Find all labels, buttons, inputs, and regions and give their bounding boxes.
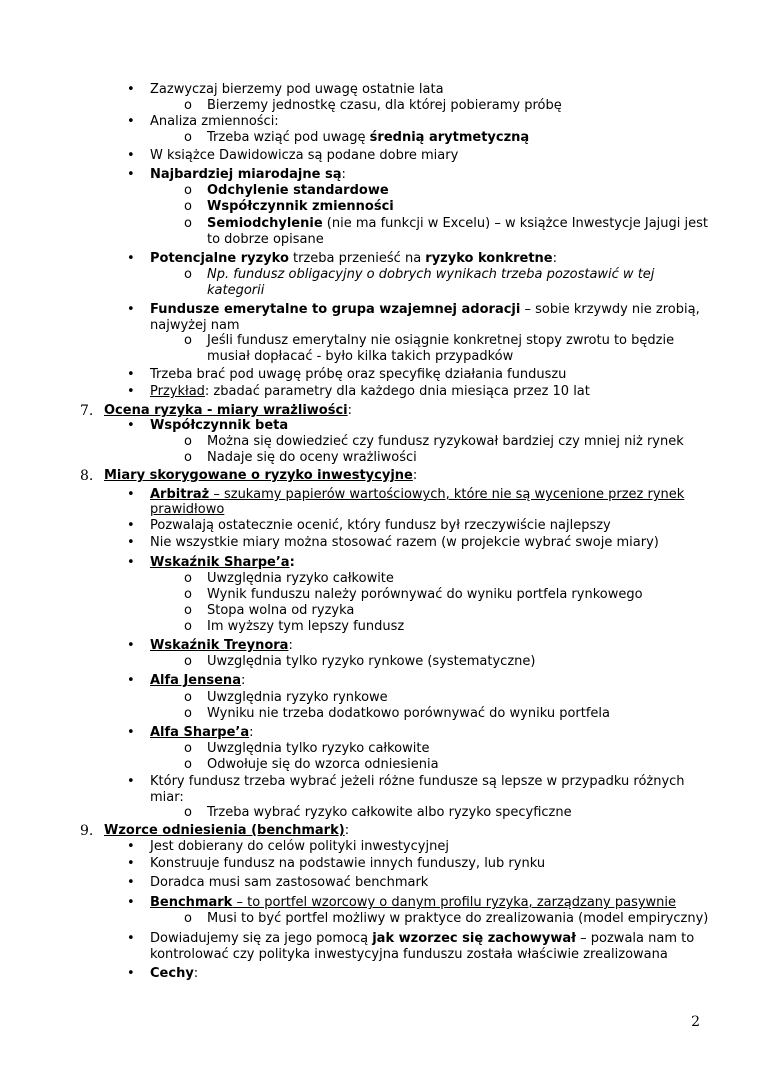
text-run: – pozwala nam to bbox=[576, 931, 695, 946]
section-title-text: Ocena ryzyka - miary wrażliwości bbox=[104, 403, 348, 418]
text-run: trzeba przenieść na bbox=[288, 251, 426, 266]
list-item: Wyniku nie trzeba dodatkowo porównywać do wyniku portfela bbox=[207, 706, 610, 721]
list-item bbox=[150, 302, 700, 318]
section-title bbox=[104, 823, 349, 839]
list-item: Jeśli fundusz emerytalny nie osiągnie konkretnej stopy zwrotu to będzie bbox=[207, 333, 675, 348]
list-item bbox=[207, 130, 529, 146]
circle-bullet-icon: o bbox=[184, 706, 192, 721]
text-run: : zbadać parametry dla każdego dnia miesiąca przez 10 lat bbox=[204, 384, 590, 399]
circle-bullet-icon: o bbox=[184, 619, 192, 634]
bold-text: Semiodchylenie bbox=[207, 216, 323, 231]
text-run: : bbox=[412, 468, 418, 483]
bullet-icon: • bbox=[127, 302, 135, 317]
text-run: Dowiadujemy się za jego pomocą bbox=[150, 931, 373, 946]
list-item bbox=[150, 931, 694, 947]
list-item: Współczynnik zmienności bbox=[207, 199, 394, 214]
bold-text: Arbitraż bbox=[150, 487, 210, 502]
bold-text: Cechy bbox=[150, 966, 194, 981]
list-item-continuation: to dobrze opisane bbox=[207, 232, 324, 247]
text-run: – to portfel wzorcowy o danym profilu ryzyka, zarządzany pasywnie bbox=[232, 895, 677, 910]
section-number: 7. bbox=[80, 403, 94, 419]
bold-text: średnią arytmetyczną bbox=[369, 130, 530, 145]
list-item: Trzeba wybrać ryzyko całkowite albo ryzyko specyficzne bbox=[207, 805, 572, 820]
bold-text: Wskaźnik Sharpe’a bbox=[150, 555, 290, 570]
text-run: : bbox=[193, 966, 199, 981]
circle-bullet-icon: o bbox=[184, 911, 192, 926]
list-item-continuation: kontrolować czy polityka inwestycyjna funduszu została właściwie zrealizowana bbox=[150, 947, 668, 962]
bullet-icon: • bbox=[127, 931, 135, 946]
bullet-icon: • bbox=[127, 167, 135, 182]
list-item: Który fundusz trzeba wybrać jeżeli różne fundusze są lepsze w przypadku różnych bbox=[150, 774, 685, 789]
list-item-continuation: najwyżej nam bbox=[150, 318, 240, 333]
bullet-icon: • bbox=[127, 839, 135, 854]
list-item-continuation: prawidłowo bbox=[150, 502, 225, 517]
circle-bullet-icon: o bbox=[184, 757, 192, 772]
section-title bbox=[104, 403, 352, 419]
section-title-text: Wzorce odniesienia (benchmark) bbox=[104, 823, 345, 838]
list-item: Konstruuje fundusz na podstawie innych funduszy, lub rynku bbox=[150, 856, 546, 871]
circle-bullet-icon: o bbox=[184, 267, 192, 282]
bullet-icon: • bbox=[127, 555, 135, 570]
text-run: – sobie krzywdy nie zrobią, bbox=[520, 302, 700, 317]
bold-text: Benchmark bbox=[150, 895, 233, 910]
text-run: : bbox=[249, 725, 254, 740]
list-item: Uwzględnia tylko ryzyko całkowite bbox=[207, 741, 430, 756]
circle-bullet-icon: o bbox=[184, 654, 192, 669]
circle-bullet-icon: o bbox=[184, 741, 192, 756]
text-run: : bbox=[288, 638, 293, 653]
list-item: Nadaje się do oceny wrażliwości bbox=[207, 450, 417, 465]
bullet-icon: • bbox=[127, 418, 135, 433]
bullet-icon: • bbox=[127, 535, 135, 550]
bullet-icon: • bbox=[127, 487, 135, 502]
list-item: Odwołuje się do wzorca odniesienia bbox=[207, 757, 439, 772]
list-item-continuation: kategorii bbox=[207, 283, 265, 298]
list-item: Nie wszystkie miary można stosować razem (w projekcie wybrać swoje miary) bbox=[150, 535, 659, 550]
bullet-icon: • bbox=[127, 518, 135, 533]
text-run: – szukamy papierów wartościowych, które nie są wycenione przez rynek bbox=[209, 487, 685, 502]
bold-text: jak wzorzec się zachowywał bbox=[372, 931, 577, 946]
circle-bullet-icon: o bbox=[184, 587, 192, 602]
text-run: : bbox=[240, 673, 246, 688]
circle-bullet-icon: o bbox=[184, 571, 192, 586]
list-item bbox=[150, 384, 590, 400]
bullet-icon: • bbox=[127, 774, 135, 789]
circle-bullet-icon: o bbox=[184, 333, 192, 348]
bold-text: Fundusze emerytalne to grupa wzajemnej adoracji bbox=[150, 302, 521, 317]
bullet-icon: • bbox=[127, 673, 135, 688]
list-item: Musi to być portfel możliwy w praktyce do zrealizowania (model empiryczny) bbox=[207, 911, 709, 926]
list-item: Uwzględnia ryzyko rynkowe bbox=[207, 690, 388, 705]
list-item: Bierzemy jednostkę czasu, dla której pobieramy próbę bbox=[207, 98, 562, 113]
underlined-text: Przykład bbox=[150, 384, 205, 399]
bold-text: Alfa Jensena bbox=[150, 673, 241, 688]
section-title bbox=[104, 468, 417, 484]
text-run: (nie ma funkcji w Excelu) – w książce Inwestycje Jajugi jest bbox=[322, 216, 708, 231]
list-item bbox=[150, 725, 254, 741]
text-run: Trzeba wziąć pod uwagę bbox=[207, 130, 370, 145]
list-item: W książce Dawidowicza są podane dobre miary bbox=[150, 148, 459, 163]
bullet-icon: • bbox=[127, 251, 135, 266]
list-item: Doradca musi sam zastosować benchmark bbox=[150, 875, 429, 890]
list-item: Odchylenie standardowe bbox=[207, 183, 389, 198]
bullet-icon: • bbox=[127, 856, 135, 871]
circle-bullet-icon: o bbox=[184, 690, 192, 705]
list-item: Np. fundusz obligacyjny o dobrych wynikach trzeba pozostawić w tej bbox=[207, 267, 655, 282]
list-item: Można się dowiedzieć czy fundusz ryzykował bardziej czy mniej niż rynek bbox=[207, 434, 684, 449]
circle-bullet-icon: o bbox=[184, 199, 192, 214]
list-item bbox=[150, 251, 557, 267]
section-number: 9. bbox=[80, 823, 94, 839]
bullet-icon: • bbox=[127, 638, 135, 653]
list-item: Współczynnik beta bbox=[150, 418, 289, 433]
circle-bullet-icon: o bbox=[184, 450, 192, 465]
list-item bbox=[150, 555, 295, 571]
list-item bbox=[150, 638, 293, 654]
circle-bullet-icon: o bbox=[184, 130, 192, 145]
list-item: Jest dobierany do celów polityki inwestycyjnej bbox=[150, 839, 449, 854]
list-item: Zazwyczaj bierzemy pod uwagę ostatnie lata bbox=[150, 82, 444, 97]
list-item: Pozwalają ostatecznie ocenić, który fundusz był rzeczywiście najlepszy bbox=[150, 518, 611, 533]
bold-text: Potencjalne ryzyko bbox=[150, 251, 289, 266]
list-item: Uwzględnia tylko ryzyko rynkowe (systematyczne) bbox=[207, 654, 536, 669]
circle-bullet-icon: o bbox=[184, 805, 192, 820]
circle-bullet-icon: o bbox=[184, 98, 192, 113]
list-item: Uwzględnia ryzyko całkowite bbox=[207, 571, 394, 586]
list-item bbox=[207, 216, 708, 232]
list-item: Wynik funduszu należy porównywać do wyniku portfela rynkowego bbox=[207, 587, 643, 602]
list-item bbox=[150, 167, 346, 183]
text-run: : bbox=[347, 403, 353, 418]
list-item: Stopa wolna od ryzyka bbox=[207, 603, 355, 618]
list-item bbox=[150, 895, 676, 911]
bullet-icon: • bbox=[127, 895, 135, 910]
circle-bullet-icon: o bbox=[184, 434, 192, 449]
text-run: : bbox=[341, 167, 346, 182]
list-item bbox=[150, 966, 198, 982]
section-number: 8. bbox=[80, 468, 94, 484]
section-title-text: Miary skorygowane o ryzyko inwestycyjne bbox=[104, 468, 413, 483]
bullet-icon: • bbox=[127, 82, 135, 97]
text-run: : bbox=[289, 555, 295, 570]
bullet-icon: • bbox=[127, 725, 135, 740]
circle-bullet-icon: o bbox=[184, 183, 192, 198]
circle-bullet-icon: o bbox=[184, 603, 192, 618]
circle-bullet-icon: o bbox=[184, 216, 192, 231]
bold-text: Najbardziej miarodajne są bbox=[150, 167, 342, 182]
bullet-icon: • bbox=[127, 384, 135, 399]
bullet-icon: • bbox=[127, 114, 135, 129]
list-item: Analiza zmienności: bbox=[150, 114, 279, 129]
bold-text: ryzyko konkretne bbox=[425, 251, 553, 266]
list-item-continuation: musiał dopłacać - było kilka takich przypadków bbox=[207, 349, 514, 364]
bullet-icon: • bbox=[127, 148, 135, 163]
list-item bbox=[150, 487, 684, 503]
text-run: : bbox=[552, 251, 558, 266]
list-item: Im wyższy tym lepszy fundusz bbox=[207, 619, 405, 634]
bold-text: Alfa Sharpe’a bbox=[150, 725, 250, 740]
bullet-icon: • bbox=[127, 367, 135, 382]
text-run: : bbox=[344, 823, 350, 838]
bullet-icon: • bbox=[127, 966, 135, 981]
list-item: Trzeba brać pod uwagę próbę oraz specyfikę działania funduszu bbox=[150, 367, 567, 382]
bullet-icon: • bbox=[127, 875, 135, 890]
page-number: 2 bbox=[691, 1014, 700, 1030]
list-item-continuation: miar: bbox=[150, 790, 184, 805]
bold-text: Wskaźnik Treynora bbox=[150, 638, 289, 653]
list-item bbox=[150, 673, 245, 689]
